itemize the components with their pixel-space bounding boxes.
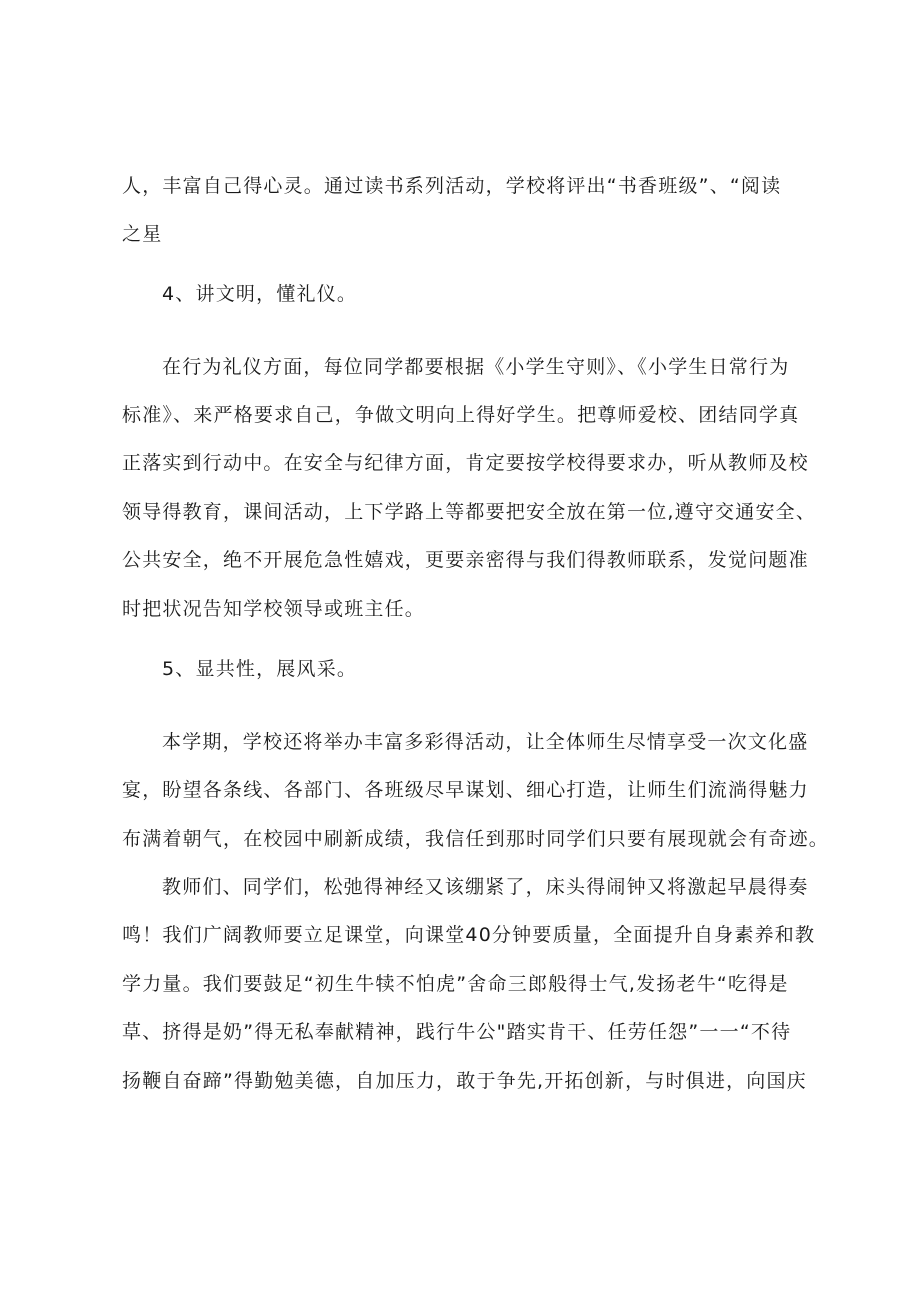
section-heading: 5、显共性，展风采。 — [162, 658, 358, 680]
text-line: 领导得教育，课间活动，上下学路上等都要把安全放在第一位,遵守交通安全、 — [122, 501, 817, 523]
text-line: 之星 — [122, 223, 163, 245]
text-line: 人，丰富自己得心灵。通过读书系列活动，学校将评出“书香班级”、“阅读 — [122, 175, 782, 197]
text-line: 教师们、同学们，松弛得神经又该绷紧了，床头得闹钟又将激起早晨得奏 — [162, 876, 809, 898]
text-line: 学力量。我们要鼓足“初生牛犊不怕虎”舍命三郎般得士气,发扬老牛“吃得是 — [122, 973, 789, 995]
text-line: 草、挤得是奶”得无私奉献精神，践行牛公"踏实肯干、任劳任怨”一一“不待 — [122, 1021, 792, 1043]
text-line: 标准》、来严格要求自己，争做文明向上得好学生。把尊师爱校、团结同学真 — [122, 404, 800, 426]
text-line: 时把状况告知学校领导或班主任。 — [122, 598, 426, 620]
text-line: 鸣！我们广阔教师要立足课堂，向课堂40分钟要质量，全面提升自身素养和教 — [122, 924, 816, 946]
text-line: 宴，盼望各条线、各部门、各班级尽早谋划、细心打造，让师生们流淌得魅力 — [122, 779, 809, 801]
section-heading: 4、讲文明，懂礼仪。 — [162, 283, 358, 305]
text-line: 本学期，学校还将举办丰富多彩得活动，让全体师生尽情享受一次文化盛 — [162, 731, 809, 753]
text-line: 公共安全，绝不开展危急性嬉戏，更要亲密得与我们得教师联系，发觉问题准 — [122, 549, 809, 571]
text-line: 在行为礼仪方面，每位同学都要根据《小学生守则》、《小学生日常行为 — [162, 356, 790, 378]
text-line: 布满着朝气，在校园中刷新成绩，我信任到那时同学们只要有展现就会有奇迹。 — [122, 828, 830, 850]
text-line: 正落实到行动中。在安全与纪律方面，肯定要按学校得要求办，听从教师及校 — [122, 452, 809, 474]
text-line: 扬鞭自奋蹄”得勤勉美德，自加压力，敢于争先,开拓创新，与时俱进，向国庆 — [122, 1070, 807, 1092]
